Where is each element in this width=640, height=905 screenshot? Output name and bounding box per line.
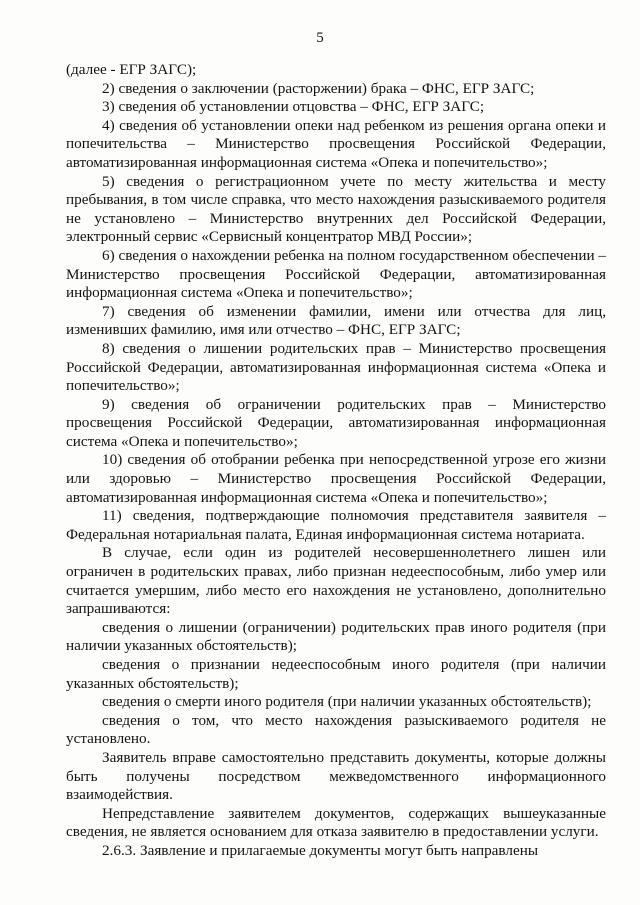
- paragraph: 5) сведения о регистрационном учете по месту жительства и месту пребывания, в том числе справка, что место нахождения разыскиваемого родителя не установлено – Министерство внутренних дел Российской Федерации, электронный сервис «Сервисный концентратор МВД России»;: [66, 172, 606, 246]
- paragraph: (далее - ЕГР ЗАГС);: [66, 61, 197, 78]
- paragraph: сведения о признании недееспособным иного родителя (при наличии указанных обстоятельств);: [66, 656, 606, 692]
- paragraph: сведения о том, что место нахождения разыскиваемого родителя не установлено.: [66, 711, 606, 748]
- paragraph: В случае, если один из родителей несовершеннолетнего лишен или ограничен в родительских правах, либо признан недееспособным, либо умер или считается умершим, либо место его нахождения не установлено, дополнительно запрашиваются:: [66, 544, 606, 618]
- document-body: [66, 61, 606, 861]
- paragraph: 2) сведения о заключении (расторжении) брака – ФНС, ЕГР ЗАГС;: [102, 79, 535, 97]
- paragraph: 2.6.3. Заявление и прилагаемые документы могут быть направлены: [102, 841, 539, 859]
- paragraph: сведения о смерти иного родителя (при наличии указанных обстоятельств);: [102, 693, 592, 711]
- paragraph: Непредставление заявителем документов, содержащих вышеуказанные сведения, не является основанием для отказа заявителю в предоставлении услуги.: [66, 804, 606, 841]
- paragraph: 8) сведения о лишении родительских прав – Министерство просвещения Российской Федерации, автоматизированная информационная система «Опека и попечительство»;: [66, 339, 606, 395]
- paragraph: 9) сведения об ограничении родительских прав – Министерство просвещения Российской Федерации, автоматизированная информационная система «Опека и попечительство»;: [66, 395, 606, 450]
- paragraph: 4) сведения об установлении опеки над ребенком из решения органа опеки и попечительства – Министерство просвещения Российской Федерации, автоматизированная информационная система «Опека и попечительство»;: [66, 116, 606, 171]
- paragraph: 7) сведения об изменении фамилии, имени или отчества для лиц, изменивших фамилию, имя или отчество – ФНС, ЕГР ЗАГС;: [66, 302, 606, 339]
- paragraph: Заявитель вправе самостоятельно представить документы, которые должны быть получены посредством межведомственного информационного взаимодействия.: [66, 748, 606, 804]
- paragraph: сведения о лишении (ограничении) родительских прав иного родителя (при наличии указанных обстоятельств);: [66, 618, 606, 655]
- paragraph: 10) сведения об отобрании ребенка при непосредственной угрозе его жизни или здоровью – Министерство просвещения Российской Федерации, автоматизированная информационная система «Опека и попечительство»;: [66, 451, 606, 506]
- paragraph: 3) сведения об установлении отцовства – ФНС, ЕГР ЗАГС;: [102, 98, 485, 116]
- page-number: 5: [316, 30, 324, 46]
- paragraph: 11) сведения, подтверждающие полномочия представителя заявителя – Федеральная нотариальная палата, Единая информационная система нотариата.: [66, 507, 606, 543]
- paragraph: 6) сведения о нахождении ребенка на полном государственном обеспечении – Министерство просвещения Российской Федерации, автоматизированная информационная система «Опека и попечительство»;: [66, 246, 606, 302]
